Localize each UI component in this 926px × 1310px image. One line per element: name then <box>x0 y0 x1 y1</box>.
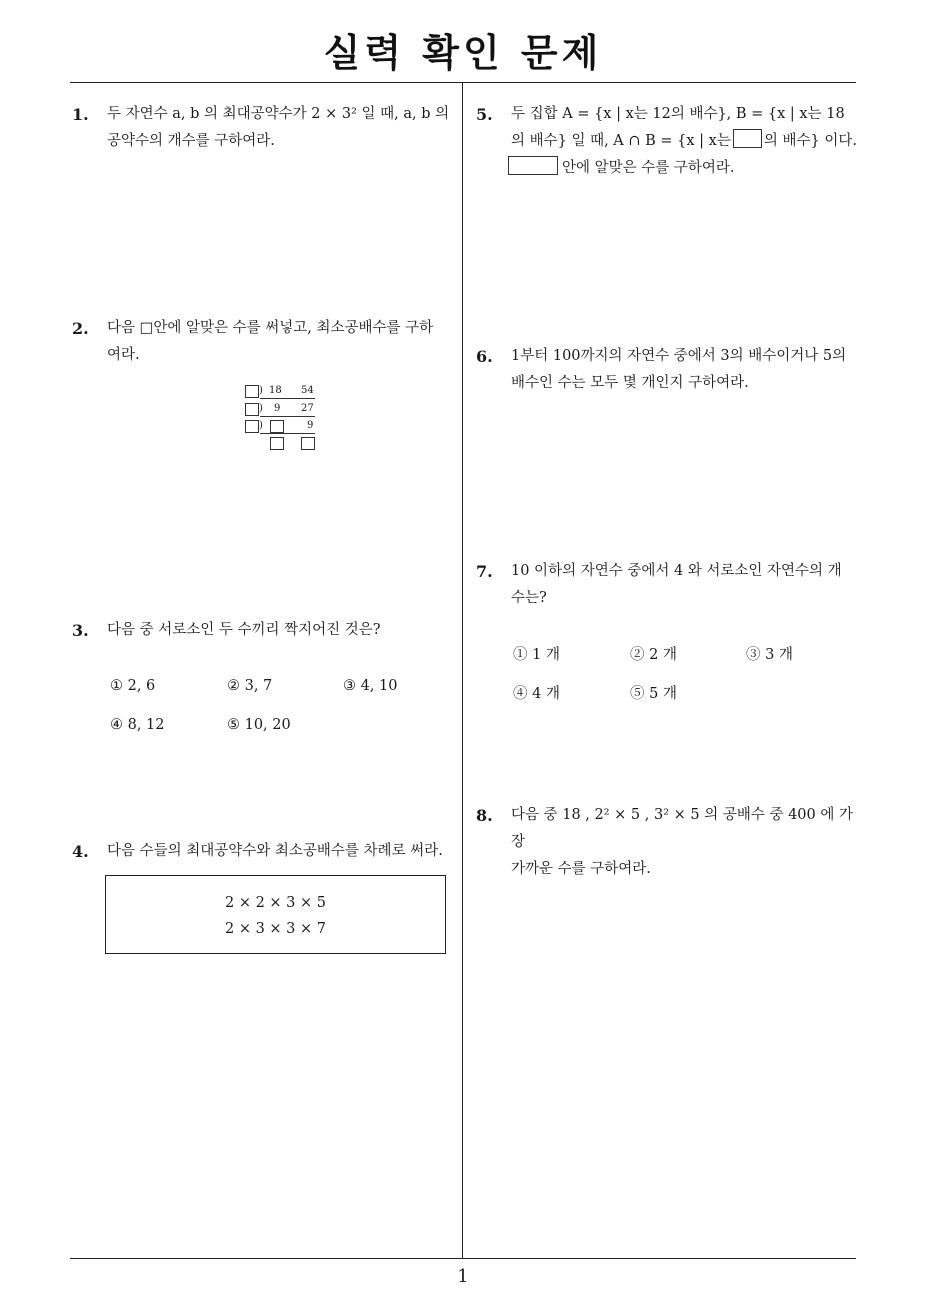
question-text: 배수인 수는 모두 몇 개인지 구하여라. <box>511 375 749 391</box>
ladder-value: 9 <box>307 420 314 431</box>
choice-5[interactable]: ⑤ 10, 20 <box>227 717 291 733</box>
question-number: 1. <box>72 105 89 124</box>
choice-4[interactable]: ④ 4 개 <box>513 686 560 702</box>
question-text: 여라. <box>107 347 140 363</box>
question-1 <box>72 101 462 155</box>
question-number: 6. <box>476 347 493 366</box>
question-3 <box>72 617 462 644</box>
choice-2[interactable]: ② 2 개 <box>630 647 677 663</box>
question-4 <box>72 838 462 865</box>
question-text: 공약수의 개수를 구하여라. <box>107 133 275 149</box>
ladder-value: 54 <box>301 385 314 396</box>
expression: 2 × 3 × 3 × 7 <box>224 921 326 937</box>
question-text: 다음 중 서로소인 두 수끼리 짝지어진 것은? <box>107 622 381 638</box>
question-text: 수는? <box>511 590 547 606</box>
question-text: 안에 알맞은 수를 구하여라. <box>508 155 866 182</box>
answer-box[interactable] <box>508 156 558 175</box>
answer-box[interactable] <box>270 420 284 433</box>
choice-2[interactable]: ② 3, 7 <box>227 678 273 694</box>
question-number: 5. <box>476 105 493 124</box>
choice-3[interactable]: ③ 3 개 <box>746 647 793 663</box>
question-number: 8. <box>476 806 493 825</box>
expression: 2 × 2 × 3 × 5 <box>224 895 326 911</box>
question-text: 가까운 수를 구하여라. <box>511 861 651 877</box>
question-text: 다음 중 18 , 2² × 5 , 3² × 5 의 공배수 중 400 에 가장 <box>511 807 853 850</box>
ladder-value: 9 <box>274 403 281 414</box>
top-rule <box>70 82 856 83</box>
question-text: 10 이하의 자연수 중에서 4 와 서로소인 자연수의 개 <box>511 563 842 579</box>
expression-box <box>105 875 446 954</box>
question-text: 두 집합 A = {x | x는 12의 배수}, B = {x | x는 18 <box>511 106 845 122</box>
question-7 <box>476 558 866 612</box>
question-5 <box>476 101 866 155</box>
question-number: 2. <box>72 319 89 338</box>
question-6 <box>476 343 866 397</box>
answer-box[interactable] <box>733 129 762 148</box>
question-number: 3. <box>72 621 89 640</box>
page-number: 1 <box>457 1266 469 1287</box>
question-text: 다음 수들의 최대공약수와 최소공배수를 차례로 써라. <box>107 843 443 859</box>
answer-box[interactable] <box>245 385 259 398</box>
column-divider <box>462 83 463 1258</box>
question-text: 다음 □안에 알맞은 수를 써넣고, 최소공배수를 구하 <box>107 320 434 336</box>
question-2 <box>72 315 462 369</box>
question-number: 7. <box>476 562 493 581</box>
answer-box[interactable] <box>245 420 259 433</box>
question-5-continued <box>476 155 866 182</box>
ladder-value: 18 <box>269 385 282 396</box>
choice-1[interactable]: ① 1 개 <box>513 647 560 663</box>
ladder-value: 27 <box>301 403 314 414</box>
question-text: 두 자연수 a, b 의 최대공약수가 2 × 3² 일 때, a, b 의 <box>107 106 450 122</box>
answer-box[interactable] <box>245 403 259 416</box>
choice-1[interactable]: ① 2, 6 <box>110 678 156 694</box>
question-text: 의 배수} 일 때, A ∩ B = {x | x는 의 배수} 이다. <box>511 128 866 155</box>
question-text: 1부터 100까지의 자연수 중에서 3의 배수이거나 5의 <box>511 348 847 364</box>
bottom-rule <box>70 1258 856 1259</box>
choice-4[interactable]: ④ 8, 12 <box>110 717 165 733</box>
question-8 <box>476 802 866 883</box>
choice-5[interactable]: ⑤ 5 개 <box>630 686 677 702</box>
answer-box[interactable] <box>270 437 284 450</box>
division-ladder: ) 18 54 ) 9 27 ) 9 <box>245 383 325 453</box>
answer-box[interactable] <box>301 437 315 450</box>
page-title: 실력 확인 문제 <box>323 31 603 75</box>
question-number: 4. <box>72 842 89 861</box>
choice-3[interactable]: ③ 4, 10 <box>343 678 398 694</box>
